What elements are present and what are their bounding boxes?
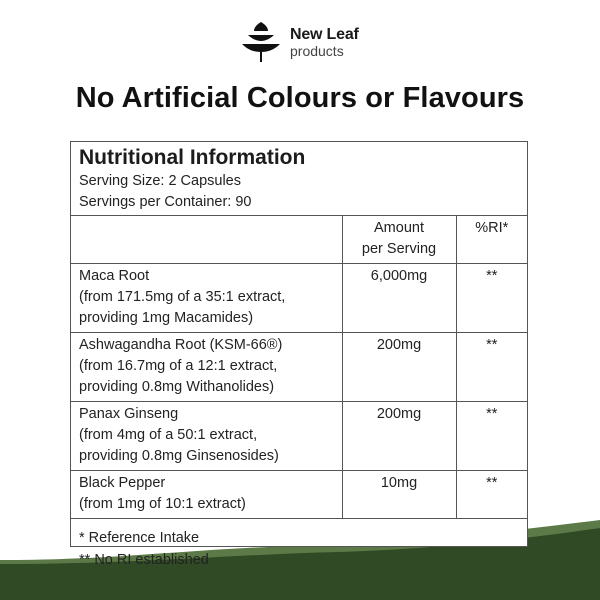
table-row [71, 471, 527, 519]
ingredient-detail: (from 4mg of a 50:1 extract, [79, 427, 258, 443]
headline: No Artificial Colours or Flavours [75, 82, 525, 114]
ingredient-detail: providing 1mg Macamides) [79, 310, 254, 326]
amount-cell: 200mg [342, 333, 456, 402]
brand-logo [240, 20, 359, 64]
footnote-reference-intake: * Reference Intake [79, 530, 200, 546]
table-row [71, 402, 527, 471]
ri-cell: ** [456, 264, 527, 333]
leaf-tree-logo-icon [240, 20, 282, 64]
ingredient-name: Ashwagandha Root (KSM-66®) [79, 337, 283, 353]
panel-title: Nutritional Information [79, 146, 306, 169]
amount-cell: 200mg [342, 402, 456, 471]
amount-cell: 6,000mg [342, 264, 456, 333]
header-ingredient-cell [71, 216, 342, 264]
serving-size: Serving Size: 2 Capsules [79, 173, 241, 189]
ri-cell: ** [456, 402, 527, 471]
ri-cell: ** [456, 333, 527, 402]
footnote-no-ri: ** No RI established [79, 552, 209, 568]
ingredient-cell [71, 471, 342, 519]
ingredient-cell [71, 264, 342, 333]
ingredient-detail: (from 16.7mg of a 12:1 extract, [79, 358, 278, 374]
brand-subtitle: products [290, 42, 344, 59]
nutrition-table [71, 215, 527, 519]
table-row [71, 264, 527, 333]
nutrition-panel [70, 141, 528, 568]
amount-cell: 10mg [342, 471, 456, 519]
ingredient-detail: (from 1mg of 10:1 extract) [79, 496, 246, 512]
ingredient-name: Panax Ginseng [79, 406, 179, 422]
ri-cell: ** [456, 471, 527, 519]
ingredient-detail: providing 0.8mg Ginsenosides) [79, 448, 279, 464]
ingredient-name: Black Pepper [79, 475, 166, 491]
ingredient-cell [71, 333, 342, 402]
header-amount-line1: Amount [374, 220, 424, 236]
header-amount-cell [342, 216, 456, 264]
brand-name: New Leaf [290, 25, 359, 43]
header-amount-line2: per Serving [361, 241, 437, 257]
ingredient-cell [71, 402, 342, 471]
table-header-row [71, 216, 527, 264]
ingredient-detail: (from 171.5mg of a 35:1 extract, [79, 289, 286, 305]
table-row [71, 333, 527, 402]
header-ri-cell: %RI* [456, 216, 527, 264]
servings-per-container: Servings per Container: 90 [79, 194, 252, 210]
ingredient-detail: providing 0.8mg Withanolides) [79, 379, 275, 395]
ingredient-name: Maca Root [79, 268, 150, 284]
footnotes [71, 519, 527, 571]
